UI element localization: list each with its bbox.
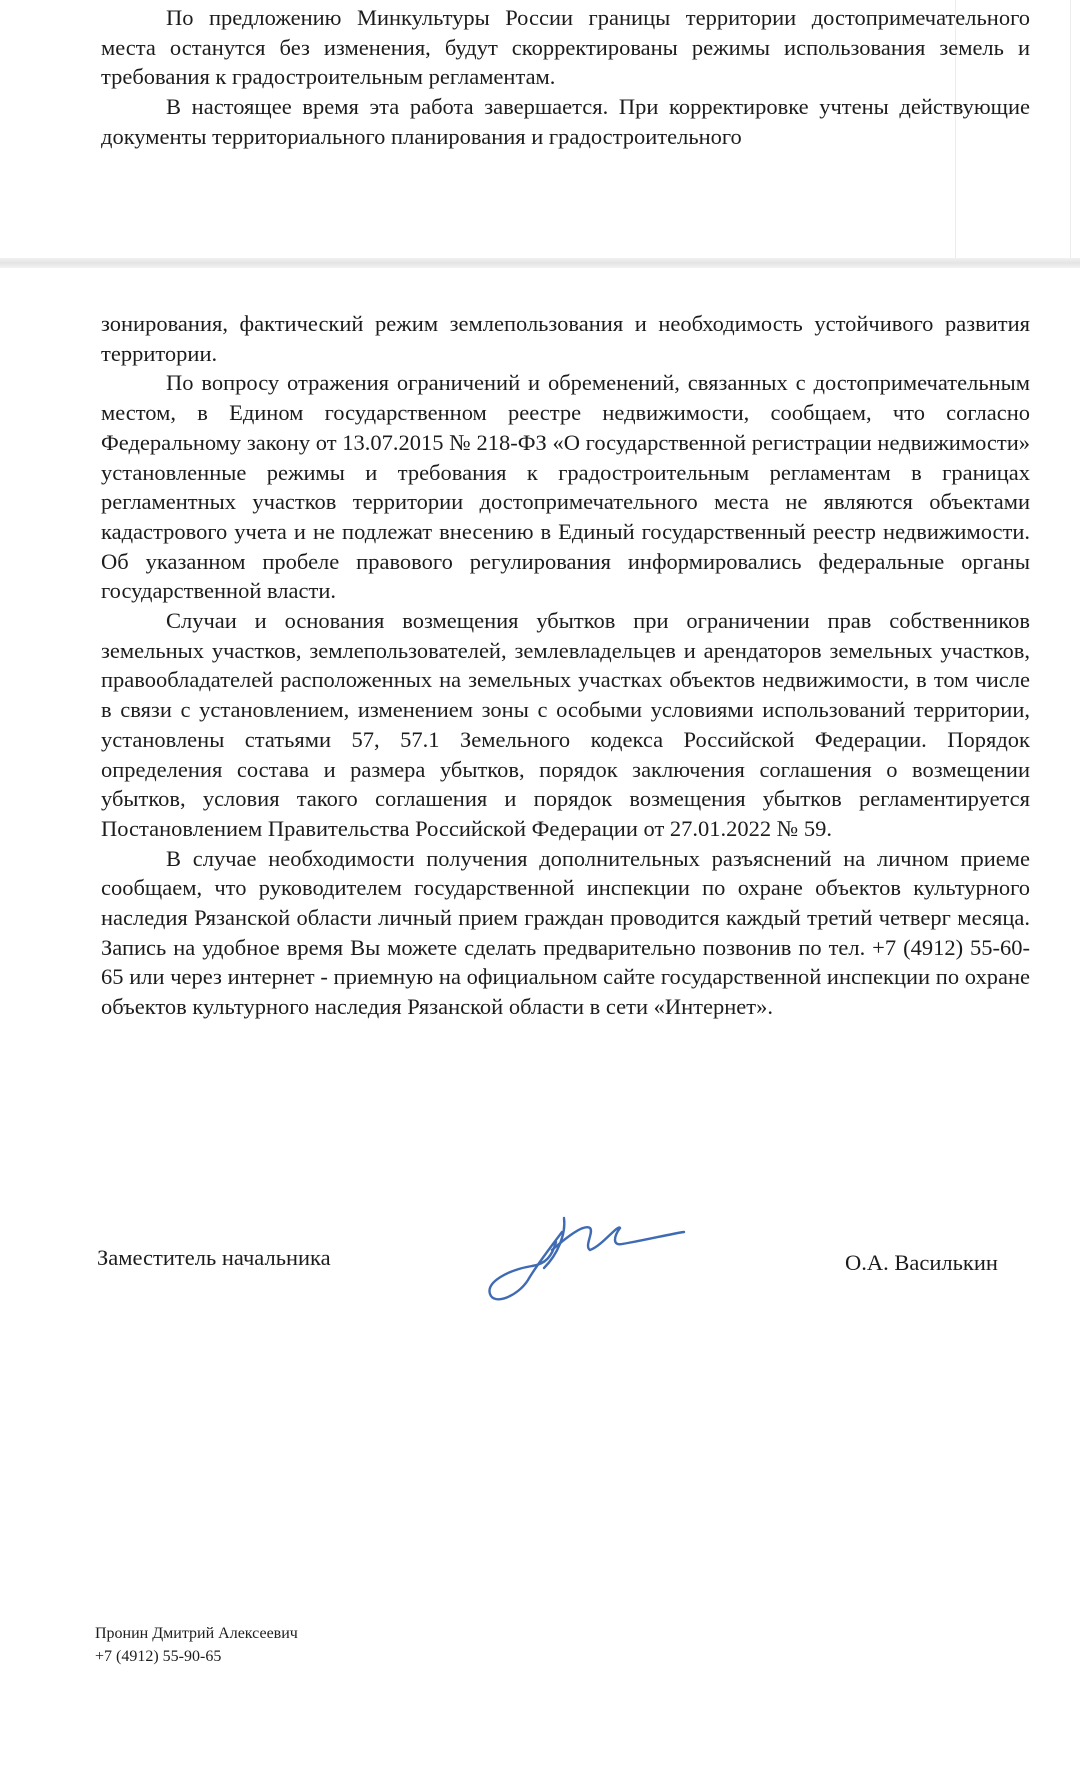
paragraph: Случаи и основания возмещения убытков при ограничении прав собственников земельных участков, землепользователей, землевладельцев и арендаторов земельных участков, правообладателей расположенных на земельных участках объектов недвижимости, в том числе в связи с установлением, изменением зоны с особыми условиями использований территории, установлены статьями 57, 57.1 Земельного кодекса Российской Федерации. Порядок определения состава и размера убытков, порядок заключения соглашения о возмещении убытков, условия такого соглашения и порядок возмещения убытков регламентируется Постановлением Правительства Российской Федерации от 27.01.2022 № 59. xyxy=(101,608,1030,841)
page-fragment-top xyxy=(0,0,1080,258)
letter-body xyxy=(101,309,1030,1022)
paragraph: зонирования, фактический режим землепользования и необходимость устойчивого развития территории. xyxy=(101,311,1030,366)
executor-block xyxy=(95,1622,298,1668)
signer-name: О.А. Василькин xyxy=(845,1250,998,1275)
top-text-block xyxy=(101,3,1030,152)
paragraph: В случае необходимости получения дополнительных разъяснений на личном приеме сообщаем, что руководителем государственной инспекции по охране объектов культурного наследия Рязанской области личный прием граждан проводится каждый третий четверг месяца. Запись на удобное время Вы можете сделать предварительно позвонив по тел. +7 (4912) 55-60-65 или через интернет - приемную на официальном сайте государственной инспекции по охране объектов культурного наследия Рязанской области в сети «Интернет». xyxy=(101,845,1030,1020)
signer-position: Заместитель начальника xyxy=(97,1245,331,1270)
paragraph: По вопросу отражения ограничений и обременений, связанных с достопримечательным местом, в Едином государственном реестре недвижимости, сообщаем, что согласно Федеральному закону от 13.07.2015 № 218-ФЗ «О государственной регистрации недвижимости» установленные режимы и требования к градостроительным регламентам в границах регламентных участков территории достопримечательного места не являются объектами кадастрового учета и не подлежат внесению в Единый государственный реестр недвижимости. Об указанном пробеле правового регулирования информировались федеральные органы государственной власти. xyxy=(101,370,1030,604)
executor-name: Пронин Дмитрий Алексеевич xyxy=(95,1625,298,1642)
page-separator xyxy=(0,258,1080,268)
paragraph: По предложению Минкультуры России границы территории достопримечательного места останутся без изменения, будут скорректированы режимы использования земель и требования к градостроительным регламентам. xyxy=(101,5,1030,90)
paragraph: В настоящее время эта работа завершается. При корректировке учтены действующие документы территориального планирования и градостроительного xyxy=(101,94,1030,149)
executor-phone: +7 (4912) 55-90-65 xyxy=(95,1648,222,1665)
handwritten-signature xyxy=(486,1210,686,1310)
page-edge-line xyxy=(1070,0,1071,258)
